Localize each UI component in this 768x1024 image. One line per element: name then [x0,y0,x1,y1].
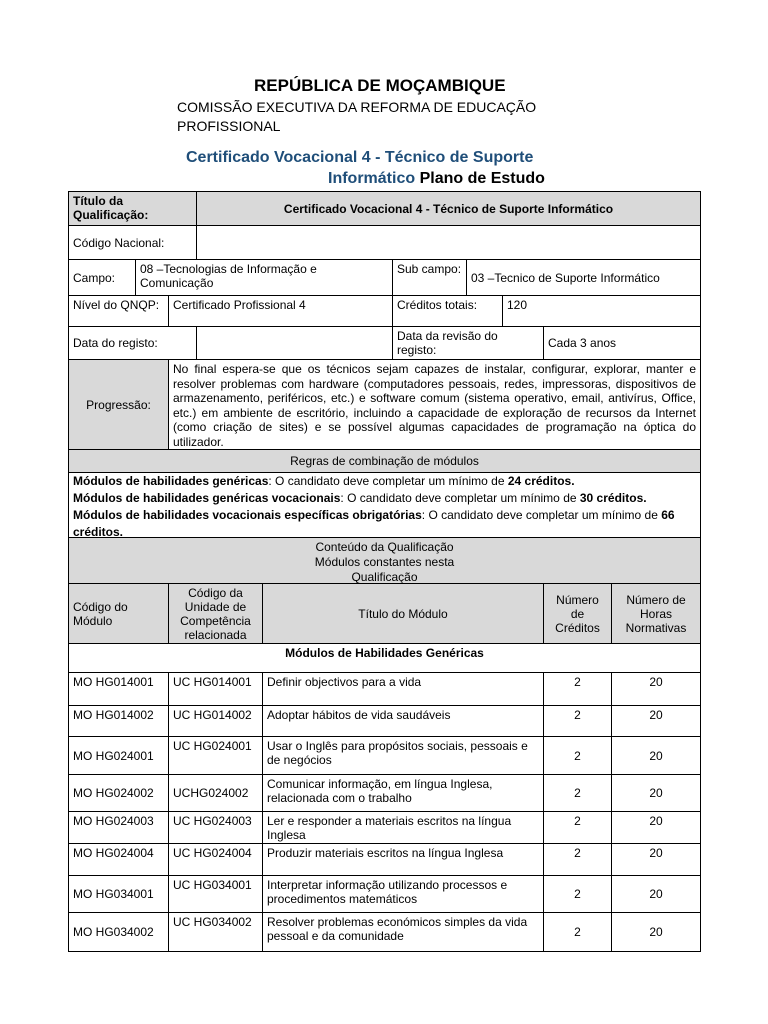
module-code: MO HG024002 [68,774,169,812]
country-heading: REPÚBLICA DE MOÇAMBIQUE [254,76,506,95]
row-field [68,259,701,296]
module-code: MO HG024004 [68,843,169,876]
field-value: 08 –Tecnologias de Informação e Comunicação [135,259,393,296]
table-row [68,774,701,812]
module-title: Adoptar hábitos de vida saudáveis [262,705,544,737]
row-progression [68,359,701,450]
table-row [68,672,701,706]
module-hours: 20 [611,912,701,952]
field-label: Campo: [68,259,136,296]
rule-generic-label: Módulos de habilidades genéricas [73,474,269,488]
rule-vocational-generic-label: Módulos de habilidades genéricas vocacionais [73,491,341,505]
document-title-line1: Certificado Vocacional 4 - Técnico de Suporte [186,149,534,166]
title-plan-label: Plano de Estudo [419,170,545,187]
module-code: MO HG014001 [68,672,169,706]
module-credits: 2 [543,843,612,876]
module-hours: 20 [611,705,701,737]
content-heading [68,537,701,584]
module-hours: 20 [611,774,701,812]
module-title: Interpretar informação utilizando processos e procedimentos matemáticos [262,875,544,913]
row-code [68,225,701,260]
row-column-headers [68,583,701,644]
table-row [68,875,701,913]
rules-heading: Regras de combinação de módulos [68,449,701,473]
content-heading-line1: Conteúdo da Qualificação [315,540,454,554]
subfield-label: Sub campo: [392,259,467,296]
row-rules [68,472,701,538]
rule-vocational-specific [73,507,696,538]
module-hours: 20 [611,672,701,706]
module-unit: UC HG034001 [168,875,263,913]
rule-vocational-specific-label: Módulos de habilidades vocacionais específicas obrigatórias [73,508,422,522]
module-title: Comunicar informação, em língua Inglesa, relacionada com o trabalho [262,774,544,812]
review-label: Data da revisão do registo: [392,326,544,360]
registration-label: Data do registo: [68,326,197,360]
module-unit: UCHG024002 [168,774,263,812]
title-label: Título da Qualificação: [68,191,197,226]
module-hours: 20 [611,811,701,844]
module-hours: 20 [611,843,701,876]
title-value: Certificado Vocacional 4 - Técnico de Suporte Informático [196,191,701,226]
col-header-credits: Número de Créditos [543,583,612,644]
module-title: Definir objectivos para a vida [262,672,544,706]
module-credits: 2 [543,672,612,706]
rule-vocational-generic [73,490,696,507]
module-credits: 2 [543,774,612,812]
module-title: Produzir materiais escritos na língua Inglesa [262,843,544,876]
rule-vocational-specific-text: : O candidato deve completar um mínimo de [421,508,662,522]
module-title: Resolver problemas económicos simples da vida pessoal e da comunidade [262,912,544,952]
commission-heading: COMISSÃO EXECUTIVA DA REFORMA DE EDUCAÇÃO PROFISSIONAL [177,99,537,134]
module-code: MO HG024001 [68,736,169,775]
module-code: MO HG034002 [68,912,169,952]
row-rules-heading [68,449,701,473]
module-title: Usar o Inglês para propósitos sociais, pessoais e de negócios [262,736,544,775]
document-title-line2 [328,168,545,189]
progression-text: No final espera-se que os técnicos sejam capazes de instalar, configurar, explorar, manter e resolver problemas com hardware (computadores pessoais, redes, impressoras, dispositivos de armazenamento, periféricos, etc.) e software comum (sistema operativo, email, antivírus, Office, etc.) em ambiente de escritório, incluindo a capacidade de exploração de recursos da Internet (como criação de sites) e se possível algumas capacidades de programação na óptica do utilizador. [168,359,701,450]
code-value [196,225,701,260]
code-label: Código Nacional: [68,225,197,260]
rule-vocational-specific-credits: 66 créditos. [73,508,675,538]
col-header-hours: Número de Horas Normativas [611,583,701,644]
credits-label: Créditos totais: [392,295,503,327]
module-hours: 20 [611,736,701,775]
module-credits: 2 [543,811,612,844]
level-label: Nível do QNQP: [68,295,169,327]
module-code: MO HG034001 [68,875,169,913]
rule-generic [73,473,696,490]
row-title [68,191,701,226]
table-row [68,736,701,775]
review-value: Cada 3 anos [543,326,701,360]
col-header-unit: Código da Unidade de Competência relacionada [168,583,263,644]
col-header-code: Código do Módulo [68,583,169,644]
table-row [68,843,701,876]
credits-value: 120 [502,295,701,327]
content-heading-line3: Qualificação [351,570,418,584]
content-heading-line2: Módulos constantes nesta [314,555,455,569]
module-code: MO HG014002 [68,705,169,737]
module-credits: 2 [543,736,612,775]
title-blue-part: Informático [328,170,416,187]
rule-vocational-generic-text: : O candidato deve completar um mínimo de [340,491,580,505]
rule-generic-credits: 24 créditos. [507,474,575,488]
rule-vocational-generic-credits: 30 créditos. [579,491,647,505]
module-unit: UC HG024003 [168,811,263,844]
progression-label: Progressão: [68,359,169,450]
module-credits: 2 [543,875,612,913]
row-content-heading [68,537,701,584]
subfield-value: 03 –Tecnico de Suporte Informático [466,259,701,296]
module-unit: UC HG014001 [168,672,263,706]
module-hours: 20 [611,875,701,913]
rules-text [68,472,701,538]
row-section-generic [68,643,701,673]
section-generic-heading: Módulos de Habilidades Genéricas [68,643,701,673]
module-credits: 2 [543,705,612,737]
registration-value [196,326,393,360]
table-row [68,705,701,737]
col-header-title: Título do Módulo [262,583,544,644]
table-row [68,912,701,952]
module-title: Ler e responder a materiais escritos na língua Inglesa [262,811,544,844]
module-unit: UC HG024004 [168,843,263,876]
module-unit: UC HG024001 [168,736,263,775]
module-code: MO HG024003 [68,811,169,844]
row-level [68,295,701,327]
table-row [68,811,701,844]
module-credits: 2 [543,912,612,952]
rule-generic-text: : O candidato deve completar um mínimo de [268,474,508,488]
module-unit: UC HG014002 [168,705,263,737]
level-value: Certificado Profissional 4 [168,295,393,327]
row-registration [68,326,701,360]
module-unit: UC HG034002 [168,912,263,952]
